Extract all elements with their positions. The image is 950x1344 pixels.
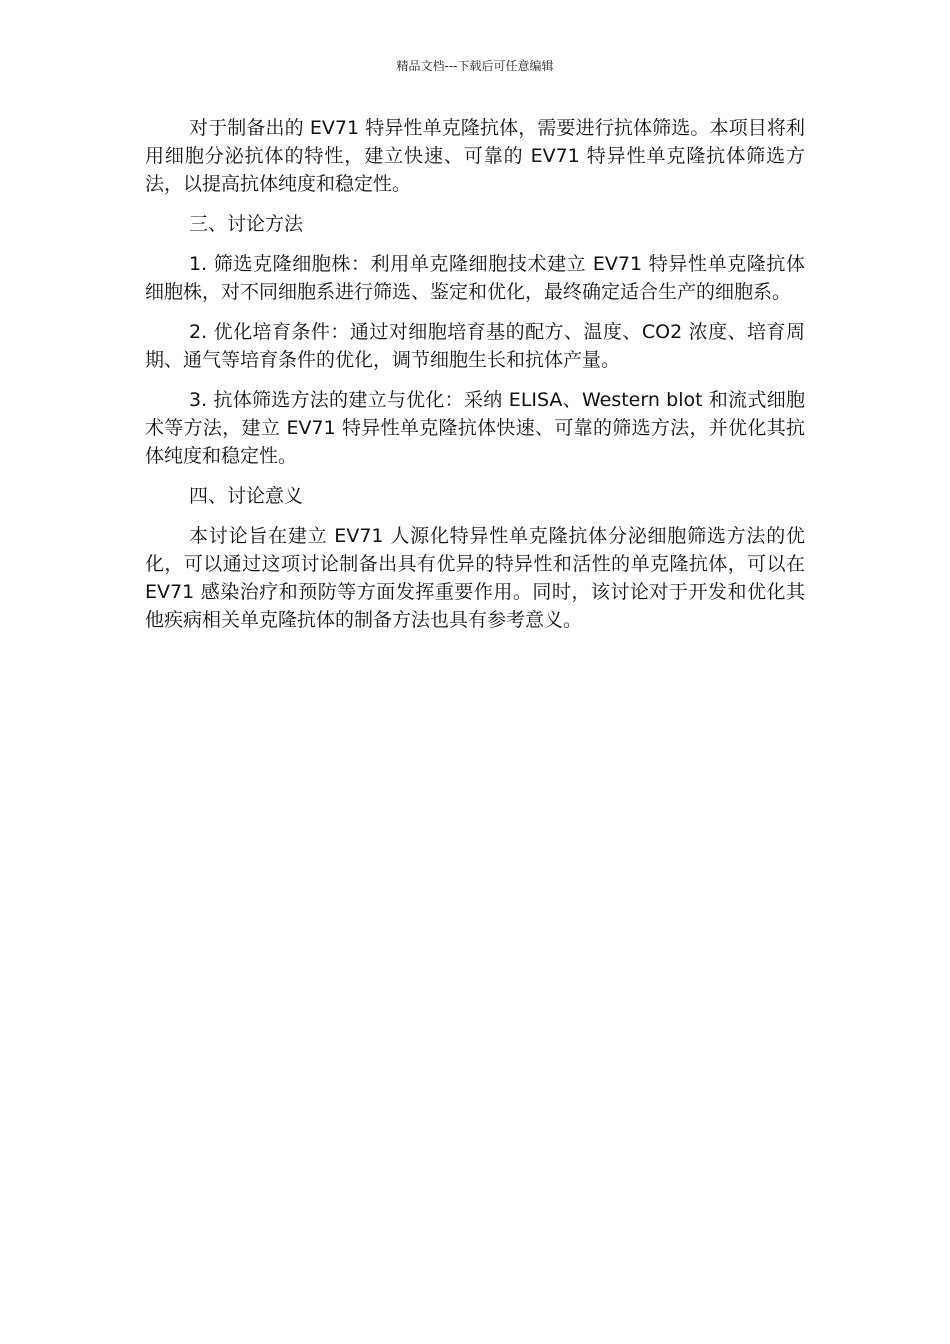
- paragraph-significance: 本讨论旨在建立 EV71 人源化特异性单克隆抗体分泌细胞筛选方法的优化，可以通过这项讨论制备出具有优异的特异性和活性的单克隆抗体，可以在 EV71 感染治疗和预防等方面发挥重要作用。同时，该讨论对于开发和优化其他疾病相关单克隆抗体的制备方法也具有参考意义。: [145, 525, 805, 631]
- section-heading-methods: 三、讨论方法: [189, 213, 304, 235]
- page-header: 精品文档---下载后可任意编辑: [396, 59, 554, 73]
- document-body: [145, 114, 805, 646]
- section-heading-significance: 四、讨论意义: [189, 485, 304, 507]
- paragraph-method-3: 3. 抗体筛选方法的建立与优化：采纳 ELISA、Western blot 和流式细胞术等方法，建立 EV71 特异性单克隆抗体快速、可靠的筛选方法，并优化其抗体纯度和稳定性。: [145, 389, 805, 467]
- paragraph-method-1: 1. 筛选克隆细胞株：利用单克隆细胞技术建立 EV71 特异性单克隆抗体细胞株，对不同细胞系进行筛选、鉴定和优化，最终确定适合生产的细胞系。: [145, 253, 805, 303]
- paragraph-antibody-screening: 对于制备出的 EV71 特异性单克隆抗体，需要进行抗体筛选。本项目将利用细胞分泌抗体的特性，建立快速、可靠的 EV71 特异性单克隆抗体筛选方法，以提高抗体纯度和稳定性。: [145, 117, 805, 195]
- paragraph-method-2: 2. 优化培育条件：通过对细胞培育基的配方、温度、CO2 浓度、培育周期、通气等培育条件的优化，调节细胞生长和抗体产量。: [145, 321, 805, 371]
